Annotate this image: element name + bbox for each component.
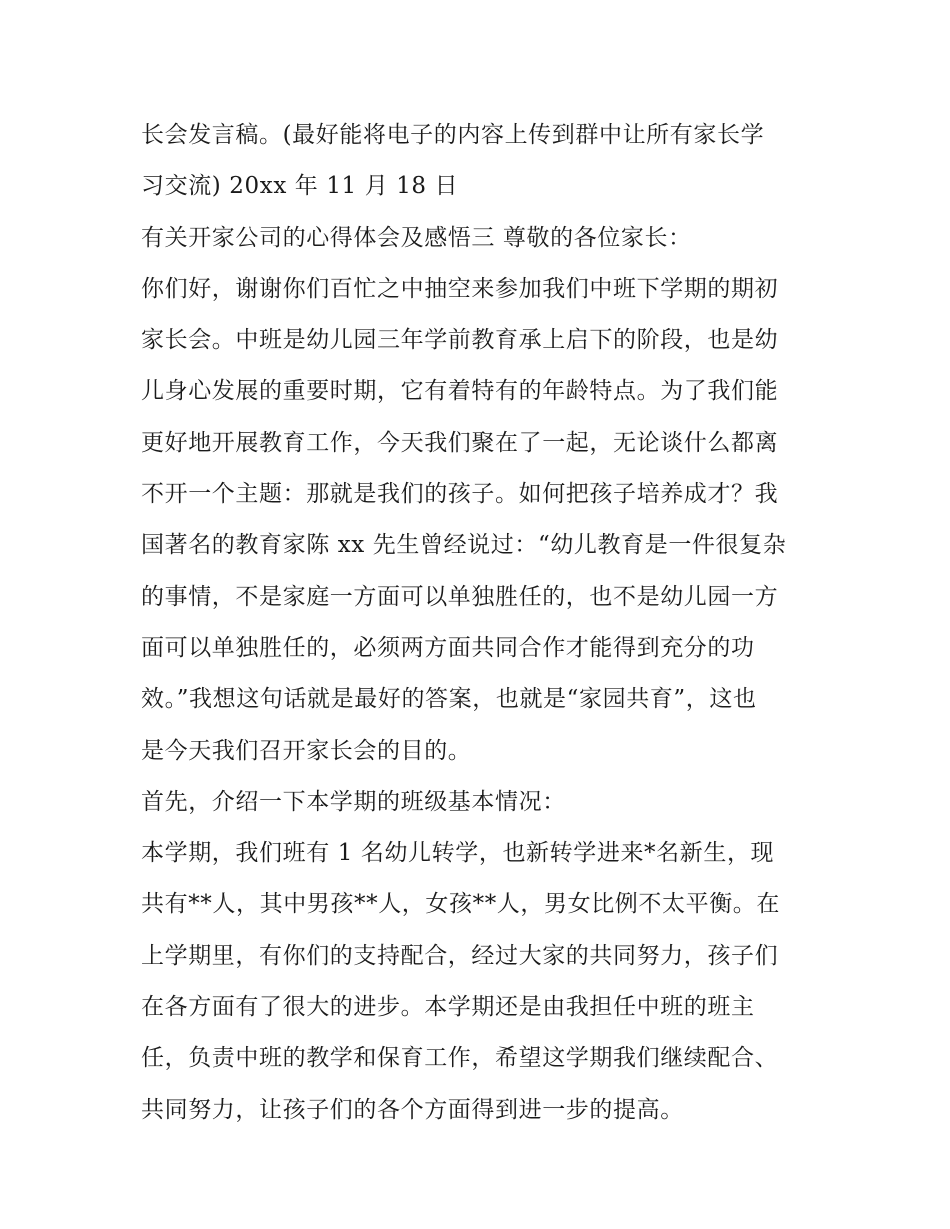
document-body (141, 110, 821, 1136)
text-line: 儿身心发展的重要时期，它有着特有的年龄特点。为了我们能 (141, 378, 779, 405)
text-line: 是今天我们召开家长会的目的。 (141, 737, 472, 764)
text-line: 家长会。中班是幼儿园三年学前教育承上启下的阶段，也是幼 (141, 327, 779, 354)
text-line: 面可以单独胜任的，必须两方面共同合作才能得到充分的功 (141, 634, 755, 661)
text-line: 长会发言稿。(最好能将电子的内容上传到群中让所有家长学 (141, 122, 765, 148)
text-line: 任，负责中班的教学和保育工作，希望这学期我们继续配合、 (141, 1045, 779, 1072)
text-line: 在各方面有了很大的进步。本学期还是由我担任中班的班主 (141, 994, 755, 1021)
text-line: 习交流) 20xx 年 11 月 18 日 (141, 173, 459, 200)
text-line: 效。”我想这句话就是最好的答案，也就是“家园共育”，这也 (141, 686, 757, 713)
text-line: 不开一个主题：那就是我们的孩子。如何把孩子培养成才？我 (141, 481, 779, 508)
text-line: 你们好，谢谢你们百忙之中抽空来参加我们中班下学期的期初 (141, 275, 779, 302)
text-line: 共同努力，让孩子们的各个方面得到进一步的提高。 (141, 1096, 684, 1123)
text-line: 更好地开展教育工作，今天我们聚在了一起，无论谈什么都离 (141, 429, 779, 456)
text-line: 首先，介绍一下本学期的班级基本情况： (141, 788, 566, 815)
text-line: 上学期里，有你们的支持配合，经过大家的共同努力，孩子们 (141, 942, 779, 969)
text-line: 共有**人，其中男孩**人，女孩**人，男女比例不太平衡。在 (141, 891, 780, 918)
text-line: 有关开家公司的心得体会及感悟三 尊敬的各位家长： (141, 224, 692, 251)
text-line: 国著名的教育家陈 xx 先生曾经说过：“幼儿教育是一件很复杂 (141, 532, 787, 559)
text-line: 本学期，我们班有 1 名幼儿转学，也新转学进来*名新生，现 (141, 840, 775, 867)
text-line: 的事情，不是家庭一方面可以单独胜任的，也不是幼儿园一方 (141, 583, 779, 610)
